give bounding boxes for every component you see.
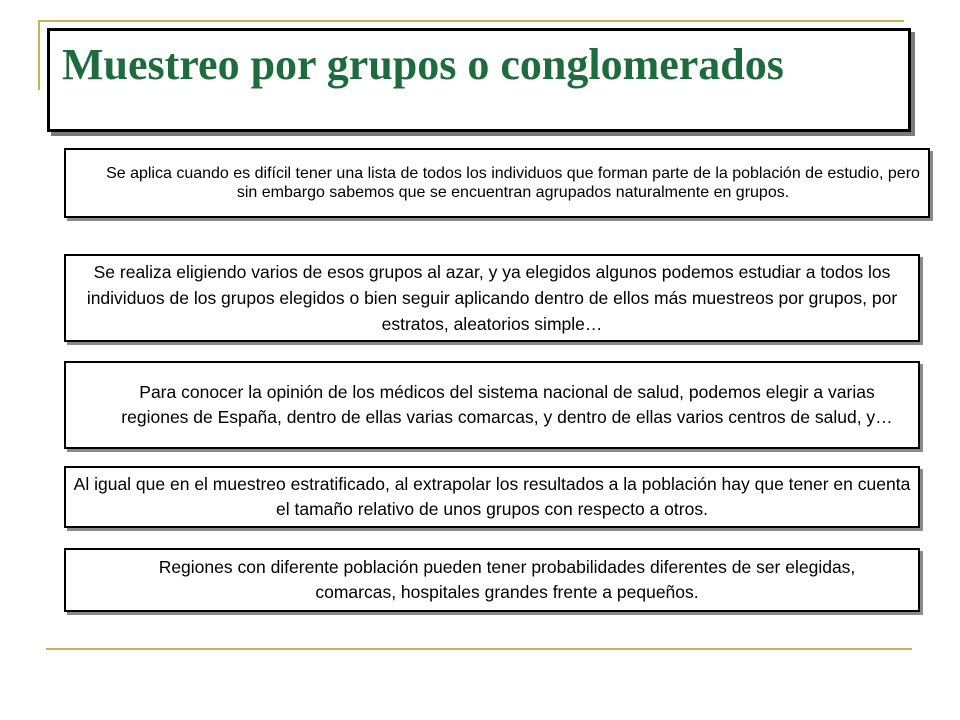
text-box-content: Regiones con diferente población pueden tener probabilidades diferentes de ser elegidas, comarcas, hospitales grandes frente a pequeños. — [158, 557, 856, 602]
bottom-decorative-rule — [46, 648, 912, 650]
text-box-definition — [64, 148, 930, 218]
slide-title: Muestreo por grupos o conglomerados — [62, 40, 784, 89]
left-decorative-rule — [38, 20, 40, 90]
text-box-example — [64, 361, 920, 449]
text-box-content: Para conocer la opinión de los médicos del sistema nacional de salud, podemos elegir a varias regiones de España, dentro de ellas varias comarcas, y dentro de ellas varios centros de salud, y… — [121, 382, 893, 427]
title-box — [47, 28, 911, 132]
top-decorative-rule — [38, 20, 904, 22]
text-box-content: Se aplica cuando es difícil tener una lista de todos los individuos que forman parte de la población de estudio, pero sin embargo sabemos que se encuentran agrupados naturalmente en grupos. — [106, 165, 920, 201]
text-box-extrapolation — [64, 466, 920, 528]
text-box-probabilities — [64, 548, 920, 612]
text-box-content: Al igual que en el muestreo estratificado, al extrapolar los resultados a la población hay que tener en cuenta el tamaño relativo de unos grupos con respecto a otros. — [73, 474, 911, 519]
text-box-content: Se realiza eligiendo varios de esos grupos al azar, y ya elegidos algunos podemos estudiar a todos los individuos de los grupos elegidos o bien seguir aplicando dentro de ellos más muestreos por grupos, por estratos, aleatorios simple… — [86, 262, 898, 334]
text-box-procedure — [64, 254, 920, 342]
